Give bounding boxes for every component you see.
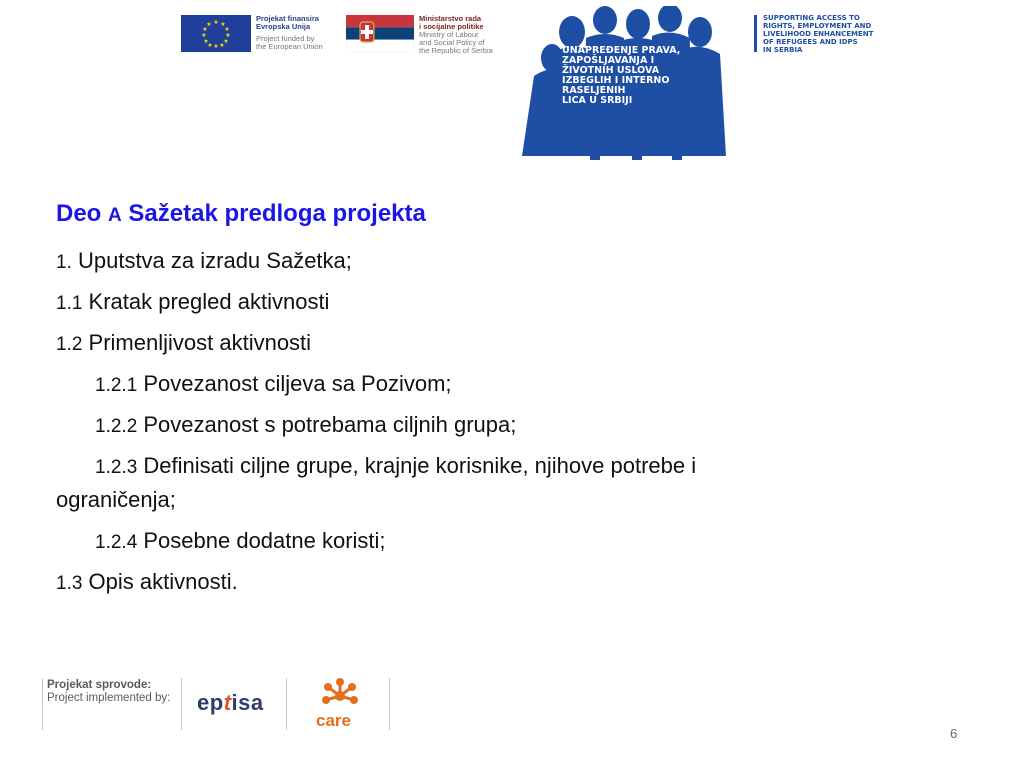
serbia-flag-logo bbox=[346, 15, 414, 52]
list-item-text: Povezanost s potrebama ciljnih grupa; bbox=[137, 412, 517, 437]
eu-logo-text-1: Projekat finansira bbox=[256, 14, 319, 23]
project-logo-line-4: IZBEGLIH I INTERNO bbox=[562, 75, 670, 86]
list-item-number: 1.2.2 bbox=[95, 416, 138, 437]
supporting-line-4: OF REFUGEES AND IDPS bbox=[763, 38, 858, 46]
eu-flag-logo bbox=[181, 15, 251, 52]
svg-text:★: ★ bbox=[207, 42, 213, 49]
list-item bbox=[56, 568, 238, 598]
list-item bbox=[56, 329, 311, 359]
list-item bbox=[95, 411, 516, 441]
project-logo-line-6: LICA U SRBIJI bbox=[562, 95, 633, 106]
ministry-logo-text-2: i socijalne politike bbox=[419, 22, 484, 31]
footer-divider bbox=[181, 678, 182, 730]
logo-divider bbox=[754, 15, 757, 52]
list-item-number: 1. bbox=[56, 252, 72, 273]
svg-text:★: ★ bbox=[223, 38, 229, 45]
svg-text:★: ★ bbox=[206, 21, 212, 28]
list-item bbox=[95, 527, 386, 557]
list-item-number: 1.1 bbox=[56, 293, 83, 314]
eu-logo-text-2: Evropska Unija bbox=[256, 22, 311, 31]
svg-text:★: ★ bbox=[225, 32, 231, 39]
svg-text:★: ★ bbox=[203, 38, 209, 45]
project-logo-title bbox=[562, 46, 702, 106]
eu-logo-text-4: the European Union bbox=[256, 42, 323, 51]
eu-logo-text-3: Project funded by bbox=[256, 34, 315, 43]
project-logo-line-5: RASELJENIH bbox=[562, 85, 626, 96]
implemented-by-label-sr: Projekat sprovode: bbox=[47, 679, 152, 691]
list-item-text: Posebne dodatne koristi; bbox=[137, 528, 386, 553]
eptisa-logo-part-3: isa bbox=[231, 690, 264, 715]
footer-divider bbox=[389, 678, 390, 730]
footer-divider bbox=[286, 678, 287, 730]
list-item bbox=[95, 452, 696, 482]
svg-text:★: ★ bbox=[201, 32, 207, 39]
care-logo-text: care bbox=[316, 711, 351, 730]
list-item-number: 1.2 bbox=[56, 334, 83, 355]
page-number: 6 bbox=[950, 726, 958, 741]
project-logo-line-1: UNAPREĐENJE PRAVA, bbox=[562, 45, 681, 56]
svg-text:★: ★ bbox=[202, 26, 208, 33]
list-item-text: Opis aktivnosti. bbox=[82, 569, 238, 594]
list-item-text: Uputstva za izradu Sažetka; bbox=[71, 248, 352, 273]
svg-text:★: ★ bbox=[213, 19, 219, 26]
heading-letter: A bbox=[108, 205, 122, 226]
list-item bbox=[56, 288, 329, 318]
footer-divider bbox=[42, 678, 43, 730]
list-item-text: Povezanost ciljeva sa Pozivom; bbox=[137, 371, 452, 396]
supporting-line-2: RIGHTS, EMPLOYMENT AND bbox=[763, 22, 872, 30]
eptisa-logo-part-2: t bbox=[223, 690, 232, 715]
list-item-number: 1.2.3 bbox=[95, 457, 138, 478]
svg-text:★: ★ bbox=[224, 26, 230, 33]
project-logo-line-3: ŽIVOTNIH USLOVA bbox=[562, 65, 660, 76]
svg-text:★: ★ bbox=[213, 43, 219, 50]
list-item-number: 1.2.1 bbox=[95, 375, 138, 396]
list-item bbox=[56, 247, 352, 277]
supporting-line-3: LIVELIHOOD ENHANCEMENT bbox=[763, 30, 874, 38]
list-item-continuation: ograničenja; bbox=[56, 487, 176, 512]
list-item-text: Kratak pregled aktivnosti bbox=[82, 289, 330, 314]
slide-heading bbox=[56, 200, 426, 230]
list-item-text: Primenljivost aktivnosti bbox=[82, 330, 312, 355]
implemented-by-label-en: Project implemented by: bbox=[47, 692, 171, 704]
eptisa-logo bbox=[197, 690, 264, 716]
project-logo-line-2: ZAPOŠLJAVANJA I bbox=[562, 55, 655, 66]
supporting-line-5: IN SERBIA bbox=[763, 46, 803, 54]
heading-part-2: Sažetak predloga projekta bbox=[121, 200, 426, 227]
supporting-line-1: SUPPORTING ACCESS TO bbox=[763, 14, 860, 22]
list-item-number: 1.3 bbox=[56, 573, 83, 594]
supporting-access-text bbox=[763, 14, 903, 54]
list-item bbox=[95, 370, 452, 400]
list-item-text: Definisati ciljne grupe, krajnje korisnike, njihove potrebe i bbox=[137, 453, 697, 478]
ministry-logo-text-1: Ministarstvo rada bbox=[419, 14, 482, 23]
svg-text:★: ★ bbox=[220, 21, 226, 28]
heading-part-1: Deo bbox=[56, 200, 109, 227]
ministry-logo-text-5: the Republic of Serbia bbox=[419, 46, 493, 55]
ministry-logo-text-3: Ministry of Labour bbox=[419, 30, 479, 39]
eptisa-logo-part-1: ep bbox=[197, 690, 224, 715]
svg-text:★: ★ bbox=[219, 42, 225, 49]
list-item-number: 1.2.4 bbox=[95, 532, 138, 553]
ministry-logo-text-4: and Social Policy of bbox=[419, 38, 485, 47]
